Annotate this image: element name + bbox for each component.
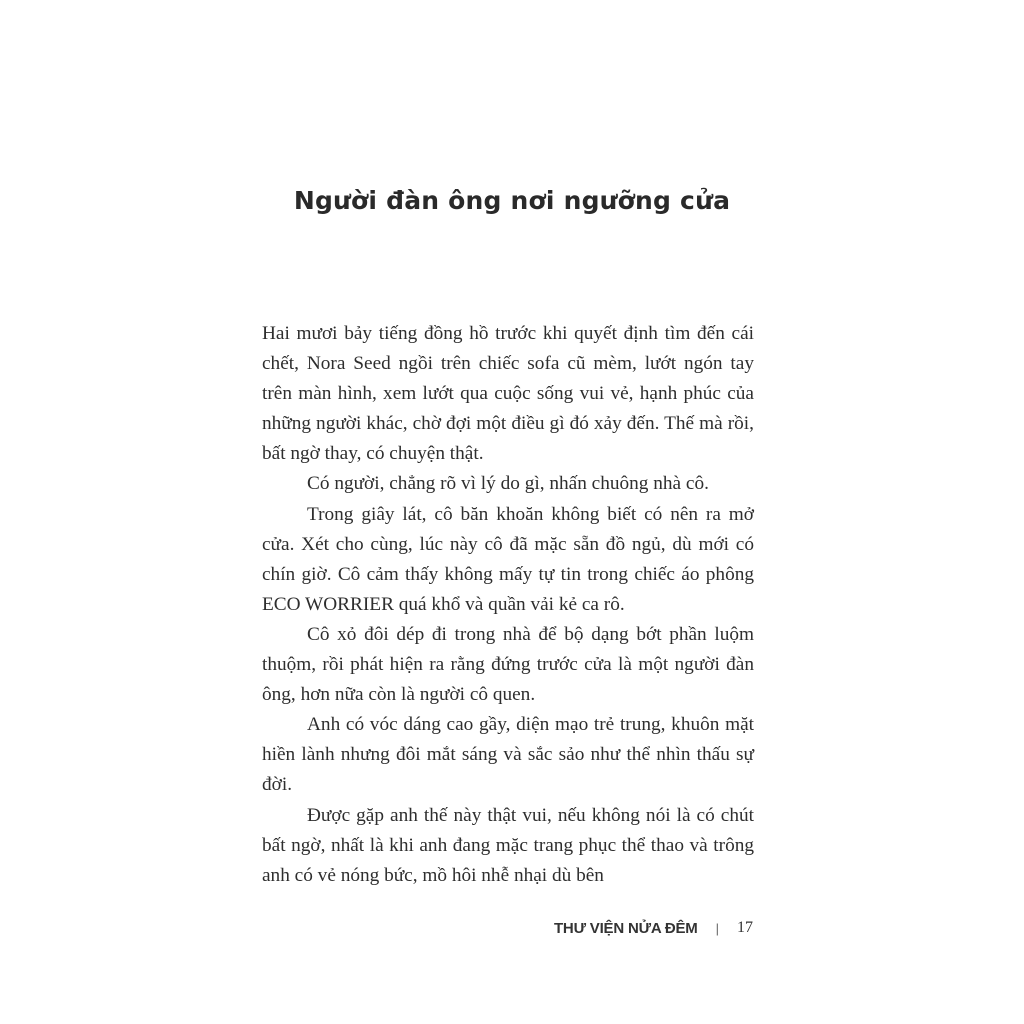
footer-separator: | bbox=[715, 920, 719, 936]
page-footer bbox=[554, 919, 753, 937]
running-head: THƯ VIỆN NỬA ĐÊM bbox=[553, 919, 698, 937]
paragraph: Có người, chẳng rõ vì lý do gì, nhấn chuông nhà cô. bbox=[307, 473, 709, 495]
page-number: 17 bbox=[737, 919, 753, 936]
paragraph: Trong giây lát, cô băn khoăn không biết có nên ra mở cửa. Xét cho cùng, lúc này cô đã mặc sẵn đồ ngủ, dù mới có chín giờ. Cô cảm thấy không mấy tự tin trong chiếc áo phông ECO WORRIER quá khổ và quần vải kẻ ca rô. bbox=[262, 503, 754, 615]
body-text bbox=[262, 319, 754, 891]
paragraph: Anh có vóc dáng cao gầy, diện mạo trẻ trung, khuôn mặt hiền lành nhưng đôi mắt sáng và sắc sảo như thể nhìn thấu sự đời. bbox=[262, 714, 754, 796]
paragraph: Được gặp anh thế này thật vui, nếu không nói là có chút bất ngờ, nhất là khi anh đang mặc trang phục thể thao và trông anh có vẻ nóng bức, mồ hôi nhễ nhại dù bên bbox=[262, 804, 754, 886]
chapter-title: Người đàn ông nơi ngưỡng cửa bbox=[293, 186, 731, 215]
paragraph: Cô xỏ đôi dép đi trong nhà để bộ dạng bớt phần luộm thuộm, rồi phát hiện ra rằng đứng trước cửa là một người đàn ông, hơn nữa còn là người cô quen. bbox=[262, 623, 754, 706]
paragraph: Hai mươi bảy tiếng đồng hồ trước khi quyết định tìm đến cái chết, Nora Seed ngồi trên chiếc sofa cũ mèm, lướt ngón tay trên màn hình, xem lướt qua cuộc sống vui vẻ, hạnh phúc của những người khác, chờ đợi một điều gì đó xảy đến. Thế mà rồi, bất ngờ thay, có chuyện thật. bbox=[262, 323, 754, 465]
